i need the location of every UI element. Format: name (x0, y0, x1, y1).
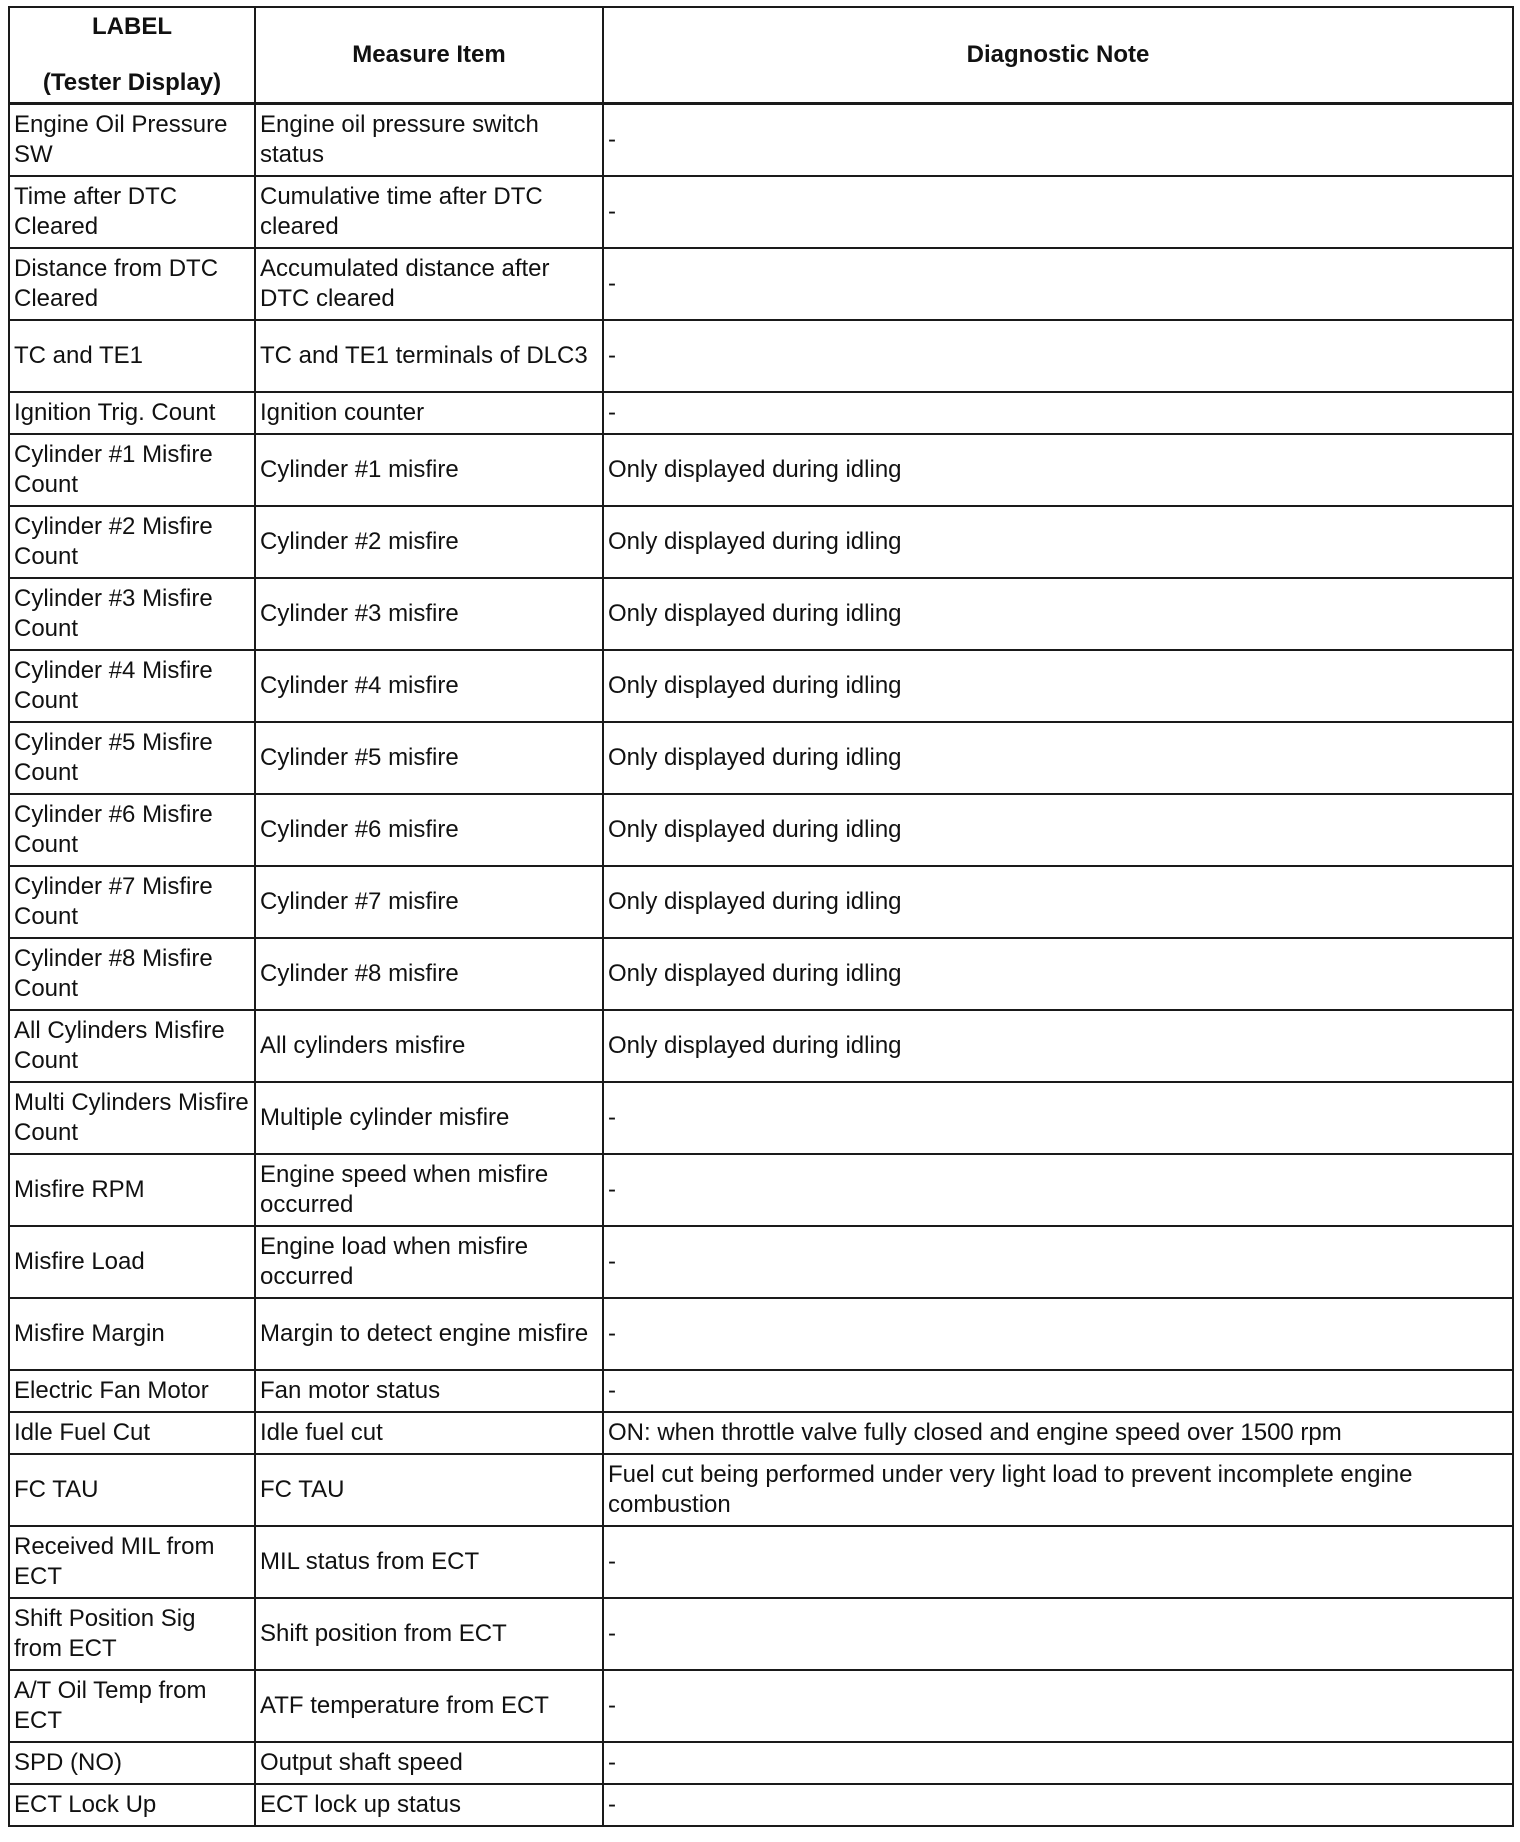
table-row (9, 578, 1513, 650)
cell-note: - (603, 1784, 1513, 1826)
cell-measure: Cylinder #3 misfire (255, 578, 603, 650)
cell-measure: Shift position from ECT (255, 1598, 603, 1670)
cell-label: Cylinder #7 Misfire Count (9, 866, 255, 938)
cell-measure: Cylinder #7 misfire (255, 866, 603, 938)
column-header-label (9, 7, 255, 104)
cell-measure: Cumulative time after DTC cleared (255, 176, 603, 248)
cell-note: - (603, 1226, 1513, 1298)
cell-measure: MIL status from ECT (255, 1526, 603, 1598)
table-row (9, 1454, 1513, 1526)
cell-note: Only displayed during idling (603, 794, 1513, 866)
cell-note: - (603, 1082, 1513, 1154)
table-row (9, 938, 1513, 1010)
cell-note: Only displayed during idling (603, 578, 1513, 650)
cell-measure: ATF temperature from ECT (255, 1670, 603, 1742)
cell-label: All Cylinders Misfire Count (9, 1010, 255, 1082)
cell-note: - (603, 1670, 1513, 1742)
table-row (9, 1784, 1513, 1826)
cell-measure: Engine load when misfire occurred (255, 1226, 603, 1298)
cell-measure: Multiple cylinder misfire (255, 1082, 603, 1154)
cell-label: ECT Lock Up (9, 1784, 255, 1826)
cell-note: Only displayed during idling (603, 722, 1513, 794)
table-body (9, 104, 1513, 1826)
table-row (9, 1082, 1513, 1154)
cell-label: Cylinder #8 Misfire Count (9, 938, 255, 1010)
cell-label: Shift Position Sig from ECT (9, 1598, 255, 1670)
table-row (9, 866, 1513, 938)
column-header-label-line2: (Tester Display) (42, 69, 222, 96)
cell-measure: Accumulated distance after DTC cleared (255, 248, 603, 320)
table-row (9, 1370, 1513, 1412)
cell-label: TC and TE1 (9, 320, 255, 392)
cell-measure: TC and TE1 terminals of DLC3 (255, 320, 603, 392)
table-row (9, 1298, 1513, 1370)
table-row (9, 1226, 1513, 1298)
cell-note: - (603, 320, 1513, 392)
cell-label: Misfire RPM (9, 1154, 255, 1226)
cell-note: Only displayed during idling (603, 506, 1513, 578)
cell-note: Only displayed during idling (603, 938, 1513, 1010)
table-row (9, 176, 1513, 248)
cell-note: - (603, 1742, 1513, 1784)
cell-note: Only displayed during idling (603, 650, 1513, 722)
cell-note: - (603, 1370, 1513, 1412)
column-header-label-line1: LABEL (92, 13, 172, 40)
cell-label: Misfire Load (9, 1226, 255, 1298)
cell-measure: Cylinder #5 misfire (255, 722, 603, 794)
cell-measure: ECT lock up status (255, 1784, 603, 1826)
cell-label: Distance from DTC Cleared (9, 248, 255, 320)
cell-measure: Margin to detect engine misfire (255, 1298, 603, 1370)
table-row (9, 1742, 1513, 1784)
cell-label: Received MIL from ECT (9, 1526, 255, 1598)
cell-measure: Ignition counter (255, 392, 603, 434)
cell-label: Electric Fan Motor (9, 1370, 255, 1412)
table-row (9, 506, 1513, 578)
table-header-row (9, 7, 1513, 104)
cell-label: Misfire Margin (9, 1298, 255, 1370)
cell-label: Cylinder #6 Misfire Count (9, 794, 255, 866)
cell-label: Ignition Trig. Count (9, 392, 255, 434)
cell-label: Cylinder #2 Misfire Count (9, 506, 255, 578)
table-row (9, 1010, 1513, 1082)
cell-note: - (603, 1598, 1513, 1670)
table-row (9, 650, 1513, 722)
cell-note: - (603, 1526, 1513, 1598)
cell-label: A/T Oil Temp from ECT (9, 1670, 255, 1742)
table-row (9, 722, 1513, 794)
cell-measure: All cylinders misfire (255, 1010, 603, 1082)
cell-label: Time after DTC Cleared (9, 176, 255, 248)
cell-measure: Engine speed when misfire occurred (255, 1154, 603, 1226)
column-header-measure-item: Measure Item (255, 7, 603, 104)
cell-measure: Cylinder #2 misfire (255, 506, 603, 578)
table-row (9, 1154, 1513, 1226)
cell-note: Fuel cut being performed under very light load to prevent incomplete engine combustion (603, 1454, 1513, 1526)
cell-label: Cylinder #3 Misfire Count (9, 578, 255, 650)
cell-measure: Cylinder #4 misfire (255, 650, 603, 722)
cell-measure: Output shaft speed (255, 1742, 603, 1784)
cell-note: - (603, 392, 1513, 434)
cell-label: FC TAU (9, 1454, 255, 1526)
cell-note: - (603, 248, 1513, 320)
cell-label: Cylinder #5 Misfire Count (9, 722, 255, 794)
table-row (9, 104, 1513, 176)
table-row (9, 392, 1513, 434)
table-row (9, 1670, 1513, 1742)
cell-label: Cylinder #1 Misfire Count (9, 434, 255, 506)
table-row (9, 1412, 1513, 1454)
cell-note: Only displayed during idling (603, 434, 1513, 506)
cell-note: Only displayed during idling (603, 866, 1513, 938)
table-row (9, 1526, 1513, 1598)
table-row (9, 320, 1513, 392)
cell-label: Idle Fuel Cut (9, 1412, 255, 1454)
cell-measure: Idle fuel cut (255, 1412, 603, 1454)
table-row (9, 794, 1513, 866)
cell-note: - (603, 104, 1513, 176)
cell-note: - (603, 1154, 1513, 1226)
table-row (9, 434, 1513, 506)
diagnostic-table-sheet (8, 6, 1512, 1827)
cell-label: Engine Oil Pressure SW (9, 104, 255, 176)
cell-note: ON: when throttle valve fully closed and engine speed over 1500 rpm (603, 1412, 1513, 1454)
cell-measure: FC TAU (255, 1454, 603, 1526)
cell-measure: Cylinder #6 misfire (255, 794, 603, 866)
cell-note: Only displayed during idling (603, 1010, 1513, 1082)
cell-label: Cylinder #4 Misfire Count (9, 650, 255, 722)
data-list-table (8, 6, 1514, 1827)
table-row (9, 1598, 1513, 1670)
cell-label: SPD (NO) (9, 1742, 255, 1784)
cell-note: - (603, 176, 1513, 248)
cell-measure: Fan motor status (255, 1370, 603, 1412)
cell-measure: Engine oil pressure switch status (255, 104, 603, 176)
cell-label: Multi Cylinders Misfire Count (9, 1082, 255, 1154)
cell-measure: Cylinder #8 misfire (255, 938, 603, 1010)
cell-measure: Cylinder #1 misfire (255, 434, 603, 506)
column-header-diagnostic-note: Diagnostic Note (603, 7, 1513, 104)
cell-note: - (603, 1298, 1513, 1370)
table-row (9, 248, 1513, 320)
